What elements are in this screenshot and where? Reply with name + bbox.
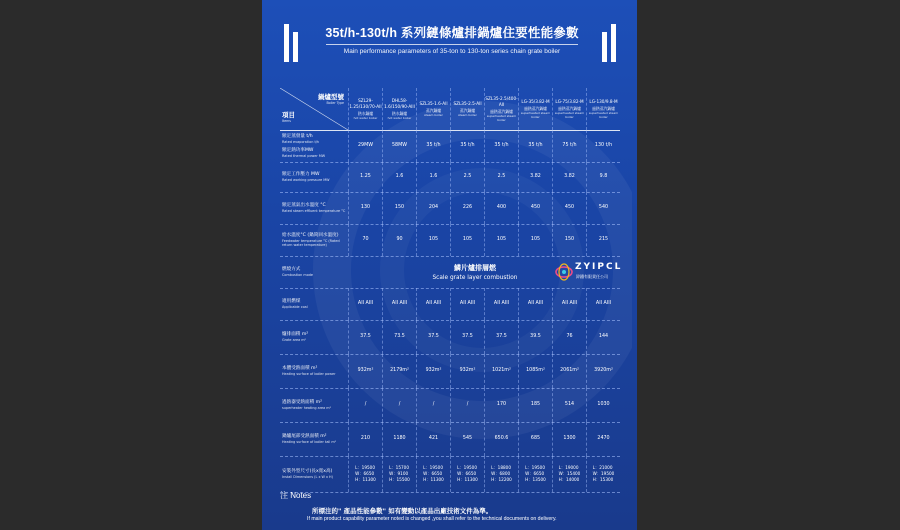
notes-heading: 注 Notes [280,491,312,500]
row-label-en: Rated working pressure MW [282,177,330,182]
value-cell [450,320,484,354]
dimension-line: W：19500 [592,471,615,476]
row-label-cell [280,224,348,256]
row-label-cell [280,288,348,320]
value-cell [586,320,620,354]
dimension-line: H：15500 [389,477,410,482]
value-cell [586,288,620,320]
value-cell [518,192,552,224]
value-cell [348,422,382,456]
boiler-type-zh: 過熱蒸汽鍋爐 [524,106,547,112]
dimension-line: L：19500 [457,465,477,470]
cell-value: 514 [564,402,575,407]
boiler-type-en: superheated steam boiler [520,111,551,120]
model-header-cell [348,88,382,130]
value-cell [416,224,450,256]
cell-value: 3920m² [594,368,613,373]
cell-value: 35 t/h [426,143,441,148]
boiler-type-zh: 過熱蒸汽鍋爐 [558,106,581,112]
value-cell [382,422,416,456]
row-label-cell [280,320,348,354]
cell-value: 37.5 [360,334,371,339]
cell-value: AII AIII [391,301,408,306]
company-logo [555,261,623,283]
value-cell [518,354,552,388]
value-cell [586,192,620,224]
spec-sheet [262,0,637,530]
row-label-cell [280,456,348,492]
value-cell [382,288,416,320]
value-cell [450,422,484,456]
row-label-cell [280,354,348,388]
value-cell [518,162,552,192]
dimension-line: H：11300 [355,477,376,482]
cell-value: 76 [566,334,573,339]
cell-value: 210 [360,436,371,441]
cell-value: 2.5 [463,174,472,179]
value-cell [484,288,518,320]
cell-value: 105 [496,237,507,242]
row-label-en: Rated steam effluent temperature °C [282,208,346,213]
value-cell [348,162,382,192]
model-name: SZL35-2.5/400-AII [485,96,518,107]
value-cell [416,192,450,224]
cell-value: 185 [530,402,541,407]
model-name: LG-75/3.82-M [555,98,584,104]
value-cell [552,456,586,492]
row-label: 安裝外型尺寸(長x寬x高) [282,468,333,474]
boiler-type-en: hot water boiler [387,116,412,120]
cell-value: 105 [462,237,473,242]
cell-value: 37.5 [462,334,473,339]
dimension-line: L：18800 [491,465,511,470]
value-cell [416,162,450,192]
row-label-secondary: 額定熱功率MW [282,148,314,153]
cell-value: 932m² [357,368,374,373]
left-bars-decoration [284,24,298,62]
row-label-en: Applicable coal [282,304,308,309]
dimension-line: W：9100 [389,471,409,476]
cell-value: 150 [564,237,575,242]
row-label-en: Heating surface of boiler tail m² [282,439,337,444]
cell-value: 3.82 [530,174,541,179]
row-label: 額定蒸氣出水溫度 °C [282,202,326,208]
dimension-line: H：11300 [457,477,478,482]
boiler-type-heading: 鍋爐型號 [318,93,344,101]
cell-value: AII AIII [561,301,578,306]
value-cell [348,388,382,422]
dimension-line: L：19000 [558,465,579,470]
row-label: 給水溫度°C (鍋筒回水溫度) [282,232,339,238]
boiler-type-zh: 過熱蒸汽鍋爐 [592,106,615,112]
value-cell [552,388,586,422]
value-cell [484,320,518,354]
cell-value: 421 [428,436,439,441]
dimension-line: L：19500 [355,465,375,470]
row-label: 燃燒方式 [282,266,301,272]
value-cell [552,162,586,192]
cell-value: 39.5 [530,334,541,339]
cell-value: 1300 [563,436,576,441]
cell-value: 685 [530,436,541,441]
cell-value: 450 [530,205,541,210]
value-cell [416,354,450,388]
boiler-type-en: hot water boiler [353,116,378,120]
cell-value: 450 [564,205,575,210]
header-corner-cell [280,88,348,130]
row-label-en: Heating surface of boiler power [282,371,336,376]
boiler-type-zh: 熱水鍋爐 [357,111,374,116]
value-cell [518,224,552,256]
table-row [280,354,620,389]
cell-value: 90 [396,237,403,242]
cell-value: 58MW [392,143,407,148]
value-cell [518,288,552,320]
combustion-zh: 鱗片爐排層燃 [454,264,496,272]
row-label-en: Combustion mode [282,272,314,277]
model-header-cell [416,88,450,130]
value-cell [382,130,416,162]
cell-value: 130 t/h [594,143,613,148]
value-cell [586,162,620,192]
value-cell [416,130,450,162]
cell-value: 37.5 [428,334,439,339]
note-chinese: 所標注的" 產品性能參數" 如有變動以產品出廠技術文件為準。 [312,507,493,515]
cell-value: 9.8 [599,174,608,179]
cell-value: / [364,402,367,407]
value-cell [348,288,382,320]
cell-value: 1180 [393,436,406,441]
value-cell [416,422,450,456]
page-subtitle: Main performance parameters of 35-ton to 130-ton series chain grate boiler [343,48,561,55]
note-english: If main product capability parameter noted is changed ,you shall refer to the technical documents on delivery. [307,516,557,522]
cell-value: 37.5 [496,334,507,339]
cell-value: 150 [394,205,405,210]
value-cell [484,354,518,388]
value-cell [450,192,484,224]
row-label-en: Grate area m² [282,337,306,342]
value-cell [348,456,382,492]
boiler-type-zh: 蒸汽鍋爐 [425,108,442,114]
items-heading: 項目 [282,111,295,119]
boiler-type-en: superheated steam boiler [554,111,585,120]
dimension-values [593,465,615,483]
model-name: LG-35/3.82-M [521,98,550,104]
row-label-en: Rated evaporation t/h [282,139,320,144]
table-row [280,422,620,457]
cell-value: 29MW [358,143,373,148]
dimension-line: W：6650 [525,471,545,476]
row-label: 過熱器受熱面積 m² [282,399,322,405]
row-label-cell [280,130,348,162]
dimension-line: W：6650 [457,471,477,476]
model-header-cell [450,88,484,130]
model-name: DHL58-1.6/150/90-AIII [384,98,415,109]
cell-value: AII AIII [425,301,442,306]
boiler-type-en: steam boiler [458,113,477,118]
dimension-values [457,465,478,483]
value-cell [450,288,484,320]
value-cell [552,288,586,320]
value-cell [382,320,416,354]
dimension-line: L：19500 [423,465,443,470]
boiler-type-en: steam boiler [424,113,443,118]
value-cell [450,354,484,388]
value-cell [484,192,518,224]
dimension-values [389,465,410,483]
value-cell [416,288,450,320]
table-row [280,288,620,321]
cell-value: AII AIII [459,301,476,306]
cell-value: 650.6 [494,436,509,441]
value-cell [552,320,586,354]
right-bars-decoration [602,24,616,62]
value-cell [382,388,416,422]
cell-value: 1.6 [395,174,404,179]
row-label-en: Feedwater temperature °C (Rated return water temperature) [282,238,340,247]
value-cell [518,320,552,354]
cell-value: 70 [362,237,369,242]
dimension-values [355,465,376,483]
cell-value: 1021m² [492,368,511,373]
cell-value: 1.25 [360,174,371,179]
cell-value: 170 [496,402,507,407]
cell-value: 1030 [597,402,610,407]
cell-value: 2061m² [560,368,579,373]
cell-value: 1085m² [526,368,545,373]
value-cell [586,388,620,422]
value-cell [552,422,586,456]
value-cell [518,422,552,456]
dimension-line: L：21000 [592,465,613,470]
cell-value: 35 t/h [494,143,509,148]
value-cell [348,130,382,162]
value-cell [586,456,620,492]
cell-value: 130 [360,205,371,210]
cell-value: 75 t/h [562,143,577,148]
value-cell [518,130,552,162]
value-cell [484,388,518,422]
cell-value: 215 [598,237,609,242]
dimension-line: H：12200 [491,477,512,482]
value-cell [552,354,586,388]
value-cell [586,130,620,162]
cell-value: 35 t/h [528,143,543,148]
cell-value: AII AIII [357,301,374,306]
model-name: SZL29-1.25/130/70-AII [349,98,382,109]
value-cell [416,388,450,422]
value-cell [382,354,416,388]
value-cell [450,130,484,162]
value-cell [518,456,552,492]
items-heading-en: Items [282,119,291,123]
page-title: 35t/h-130t/h 系列鏈條爐排鍋爐住要性能參數 [325,26,579,40]
value-cell [552,192,586,224]
model-name: SZL35-1.6-AII [419,100,448,106]
value-cell [484,224,518,256]
row-label: 適用燃煤 [282,298,301,304]
boiler-type-heading-en: Boiler Type [326,101,344,105]
boiler-type-zh: 蒸汽鍋爐 [459,108,476,114]
cell-value: 105 [530,237,541,242]
row-label: 額定工作壓力 MW [282,171,320,177]
model-header-cell [518,88,552,130]
cell-value: 35 t/h [460,143,475,148]
dimension-line: L：19500 [525,465,545,470]
value-cell [348,320,382,354]
value-cell [416,320,450,354]
dimension-line: H：11300 [423,477,444,482]
dimension-line: W：6650 [355,471,375,476]
cell-value: 2470 [597,436,610,441]
cell-value: / [466,402,469,407]
cell-value: AII AIII [595,301,612,306]
cell-value: 2179m² [390,368,409,373]
dimension-line: H：13500 [525,477,546,482]
value-cell [450,162,484,192]
boiler-type-en: superheated steam boiler [588,111,619,120]
cell-value: 105 [428,237,439,242]
cell-value: 2.5 [497,174,506,179]
value-cell [450,224,484,256]
row-label: 爐排面積 m² [282,331,309,337]
dimension-values [559,465,581,483]
value-cell [348,354,382,388]
dimension-line: H：14000 [558,477,580,482]
model-header-cell [586,88,620,130]
value-cell [382,456,416,492]
cell-value: 204 [428,205,439,210]
value-cell [450,456,484,492]
value-cell [552,130,586,162]
value-cell [416,456,450,492]
dimension-line: W：6800 [491,471,511,476]
cell-value: 540 [598,205,609,210]
row-label-secondary-en: Rated thermal power MW [282,154,326,158]
cell-value: 1.6 [429,174,438,179]
boiler-type-zh: 過熱蒸汽鍋爐 [490,109,513,114]
row-label: 鍋爐尾部受熱面積 m² [282,433,327,439]
model-header-cell [382,88,416,130]
value-cell [484,130,518,162]
row-label-en: Install Dimensions (L x W x H) [282,474,333,479]
model-header-cell [484,88,518,130]
value-cell [484,162,518,192]
cell-value: 400 [496,205,507,210]
model-name: SZL35-2.5-AII [453,100,482,106]
value-cell [348,192,382,224]
table-row [280,320,620,355]
cell-value: / [432,402,435,407]
row-label-cell [280,192,348,224]
cell-value: 932m² [425,368,442,373]
row-label-cell [280,256,348,288]
cell-value: 3.82 [564,174,575,179]
value-cell [586,422,620,456]
cell-value: 226 [462,205,473,210]
boiler-type-en: superheated steam boiler [486,114,517,122]
dimension-values [491,465,512,483]
table-row [280,388,620,423]
value-cell [552,224,586,256]
dimension-line: W：15400 [558,471,581,476]
value-cell [382,162,416,192]
logo-subtitle: 鋅鐵有限責任公司 [576,274,608,279]
table-row [280,256,623,289]
row-label-cell [280,422,348,456]
dimension-values [423,465,444,483]
value-cell [484,456,518,492]
table-row [280,162,620,193]
row-label: 額定蒸發量 t/h [282,133,313,139]
cell-value: 144 [598,334,609,339]
value-cell [382,192,416,224]
cell-value: / [398,402,401,407]
dimension-line: W：6650 [423,471,443,476]
value-cell [348,224,382,256]
cell-value: 932m² [459,368,476,373]
model-header-cell [552,88,586,130]
row-label-cell [280,388,348,422]
dimension-values [525,465,546,483]
title-block [314,18,590,62]
value-cell [382,224,416,256]
cell-value: AII AIII [527,301,544,306]
table-header-row [280,88,620,131]
value-cell [518,388,552,422]
logo-name: ZYIPCL [575,262,623,272]
model-name: LG-130/9.8-M [589,98,618,104]
boiler-type-zh: 熱水鍋爐 [391,111,408,116]
table-row [280,192,620,225]
value-cell [586,224,620,256]
dimension-line: H：15300 [592,477,614,482]
row-label-cell [280,162,348,192]
value-cell [450,388,484,422]
parameter-table [280,88,623,482]
value-cell [586,354,620,388]
cell-value: AII AIII [493,301,510,306]
combustion-mode-value [420,256,530,288]
table-row [280,224,620,257]
combustion-en: Scale grate layer combustion [432,275,518,281]
dimension-line: L：15700 [389,465,409,470]
table-row [280,130,620,163]
title-divider [326,44,578,45]
row-label-en: superheater heating area m² [282,405,331,410]
table-row [280,456,620,493]
value-cell [484,422,518,456]
row-label: 本體受熱面積 m² [282,365,318,371]
cell-value: 545 [462,436,473,441]
cell-value: 73.5 [394,334,405,339]
